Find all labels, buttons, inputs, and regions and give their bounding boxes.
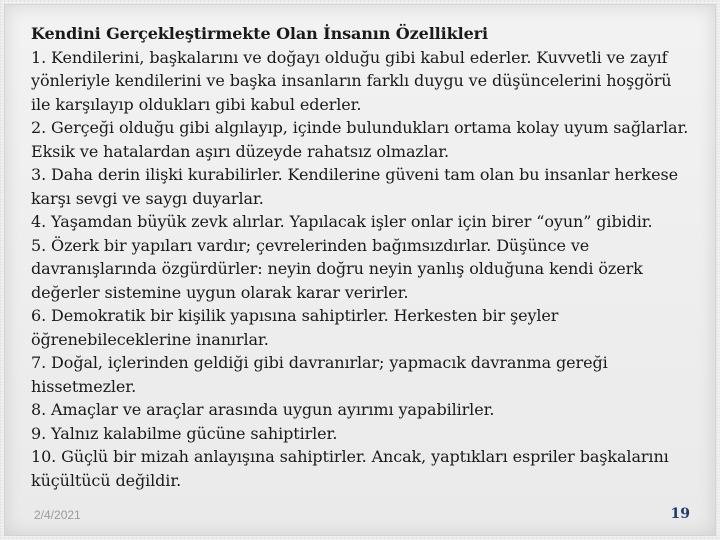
list-item-2: 2. Gerçeği olduğu gibi algılayıp, içinde bulundukları ortama kolay uyum sağlarlar. Eksik ve hatalardan aşırı düzeyde rahatsız olmazlar. [31,118,689,161]
list-item-10: 10. Güçlü bir mizah anlayışına sahiptirler. Ancak, yaptıkları espriler başkalarını küçültücü değildir. [31,447,669,490]
list-item-1: 1. Kendilerini, başkalarını ve doğayı olduğu gibi kabul ederler. Kuvvetli ve zayıf yönleriyle kendilerini ve başka insanların farklı duygu ve düşüncelerini hoşgörü ile karşılayıp oldukları gibi kabul ederler. [31,47,672,114]
list-item-4: 4. Yaşamdan büyük zevk alırlar. Yapılacak işler onlar için birer “oyun” gibidir. [31,212,653,231]
list-item-7: 7. Doğal, içlerinden geldiği gibi davranırlar; yapmacık davranma gereği hissetmezler. [31,353,608,396]
list-item-9: 9. Yalnız kalabilme gücüne sahiptirler. [31,423,338,443]
page-number: 19 [670,506,690,522]
footer-date: 2/4/2021 [34,508,81,522]
list-item-3: 3. Daha derin ilişki kurabilirler. Kendilerine güveni tam olan bu insanlar herkese karşı sevgi ve saygı duyarlar. [31,165,678,208]
slide-title: Kendini Gerçekleştirmekte Olan İnsanın Özellikleri [31,24,488,43]
list-item-8: 8. Amaçlar ve araçlar arasında uygun ayırımı yapabilirler. [31,400,495,419]
list-item-6: 6. Demokratik bir kişilik yapısına sahiptirler. Herkesten bir şeyler öğrenebileceklerine inanırlar. [31,306,559,349]
slide-content [31,22,691,492]
list-item-5: 5. Özerk bir yapıları vardır; çevrelerinden bağımsızdırlar. Düşünce ve davranışlarında özgürdürler: neyin doğru neyin yanlış olduğuna kendi özerk değerler sistemine uygun olarak karar verirler. [31,235,643,302]
